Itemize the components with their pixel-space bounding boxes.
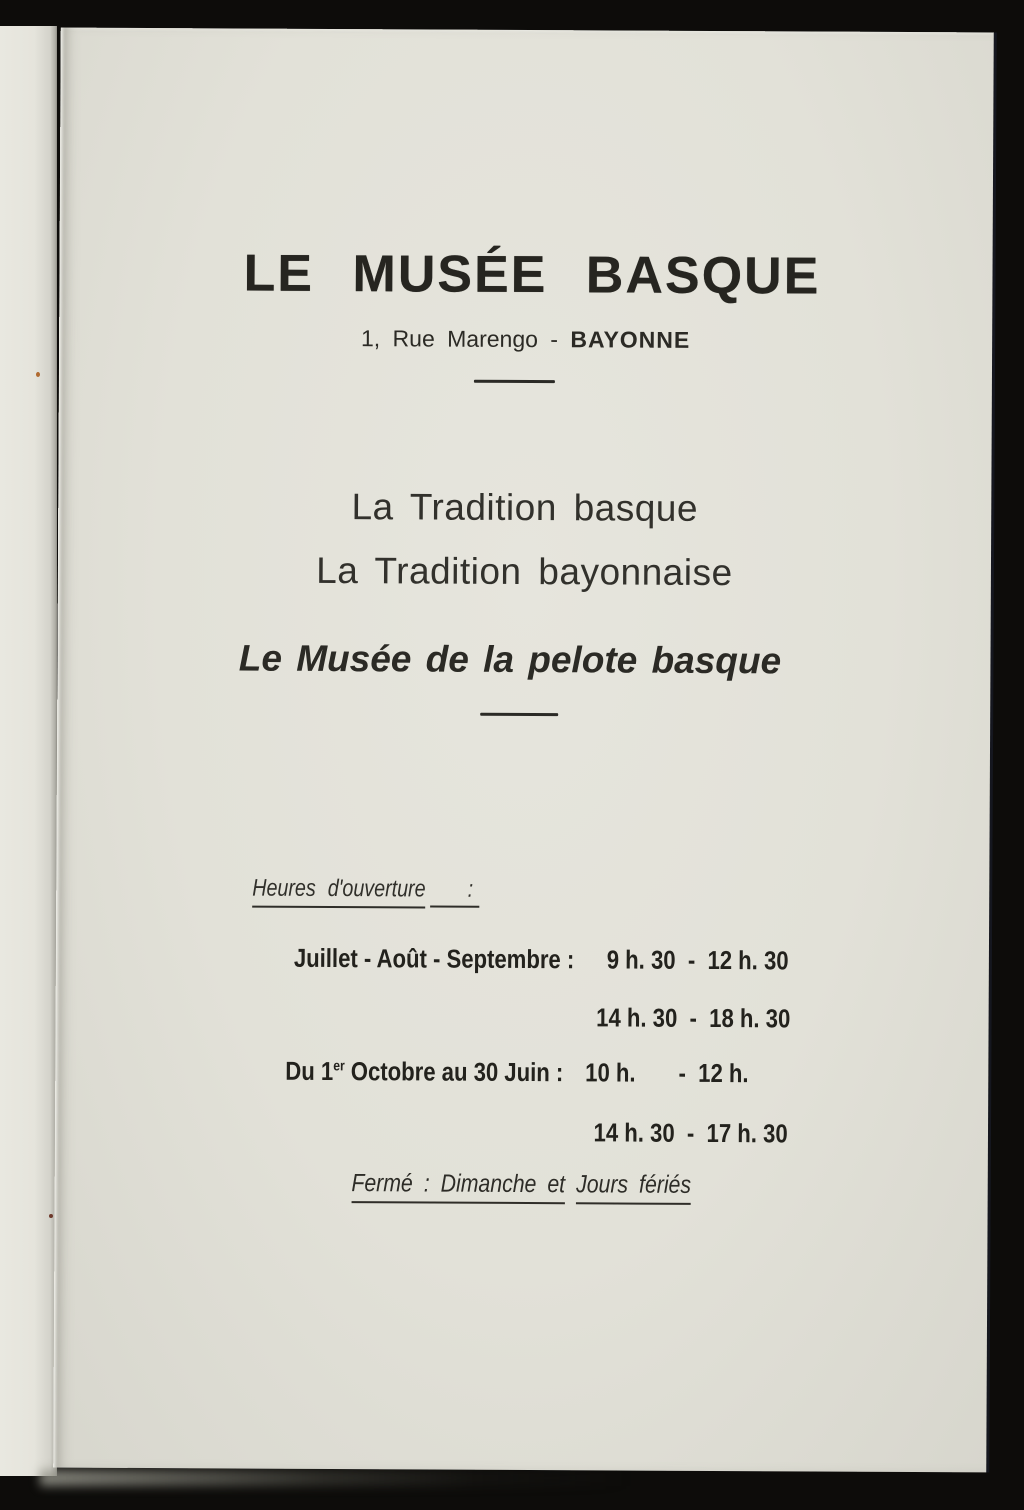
- summer-hours-line-2: [559, 978, 790, 1057]
- summer-months-label: Juillet - Août - Septembre :: [293, 942, 575, 975]
- address-line: [59, 324, 992, 356]
- winter-hours-line-2: [557, 1093, 788, 1172]
- underlying-page-edge: [0, 26, 57, 1476]
- winter-label-prefix: Du 1: [285, 1055, 334, 1087]
- subject-divider-rule: [480, 713, 558, 716]
- opening-hours-heading-text: Heures d'ouverture: [252, 875, 425, 909]
- page-title: LE MUSÉE BASQUE: [243, 244, 821, 306]
- summer-morning-hours: 9 h. 30 - 12 h. 30: [606, 944, 789, 976]
- paper-speck: [49, 1214, 53, 1218]
- winter-months-label: [285, 1055, 564, 1088]
- summer-hours-line-1: [293, 942, 789, 976]
- street-address: 1, Rue Marengo -: [360, 325, 559, 353]
- page-bottom-shadow: [40, 1470, 660, 1486]
- title-divider-rule: [474, 380, 555, 383]
- summer-afternoon-hours: 14 h. 30 - 18 h. 30: [596, 1002, 791, 1034]
- winter-afternoon-hours: 14 h. 30 - 17 h. 30: [593, 1117, 789, 1149]
- paper-speck: [36, 372, 40, 377]
- subject-line-1: La Tradition basque: [351, 486, 699, 529]
- winter-hours-line-1: [285, 1055, 749, 1089]
- opening-hours-heading: [252, 874, 480, 908]
- closed-days-line: [125, 1170, 918, 1199]
- closed-days-part-1: Fermé : Dimanche et: [351, 1169, 565, 1204]
- winter-morning-hours: 10 h. - 12 h.: [585, 1057, 749, 1089]
- subject-line-3: Le Musée de la pelote basque: [238, 637, 782, 682]
- city-name: BAYONNE: [570, 326, 691, 353]
- winter-label-ordinal: er: [333, 1058, 345, 1075]
- subject-line-2: La Tradition bayonnaise: [316, 549, 733, 594]
- book-page: [53, 28, 994, 1473]
- closed-days-part-2: Jours fériés: [576, 1170, 691, 1205]
- winter-label-suffix: Octobre au 30 Juin :: [344, 1056, 564, 1088]
- opening-hours-heading-colon: :: [430, 878, 479, 908]
